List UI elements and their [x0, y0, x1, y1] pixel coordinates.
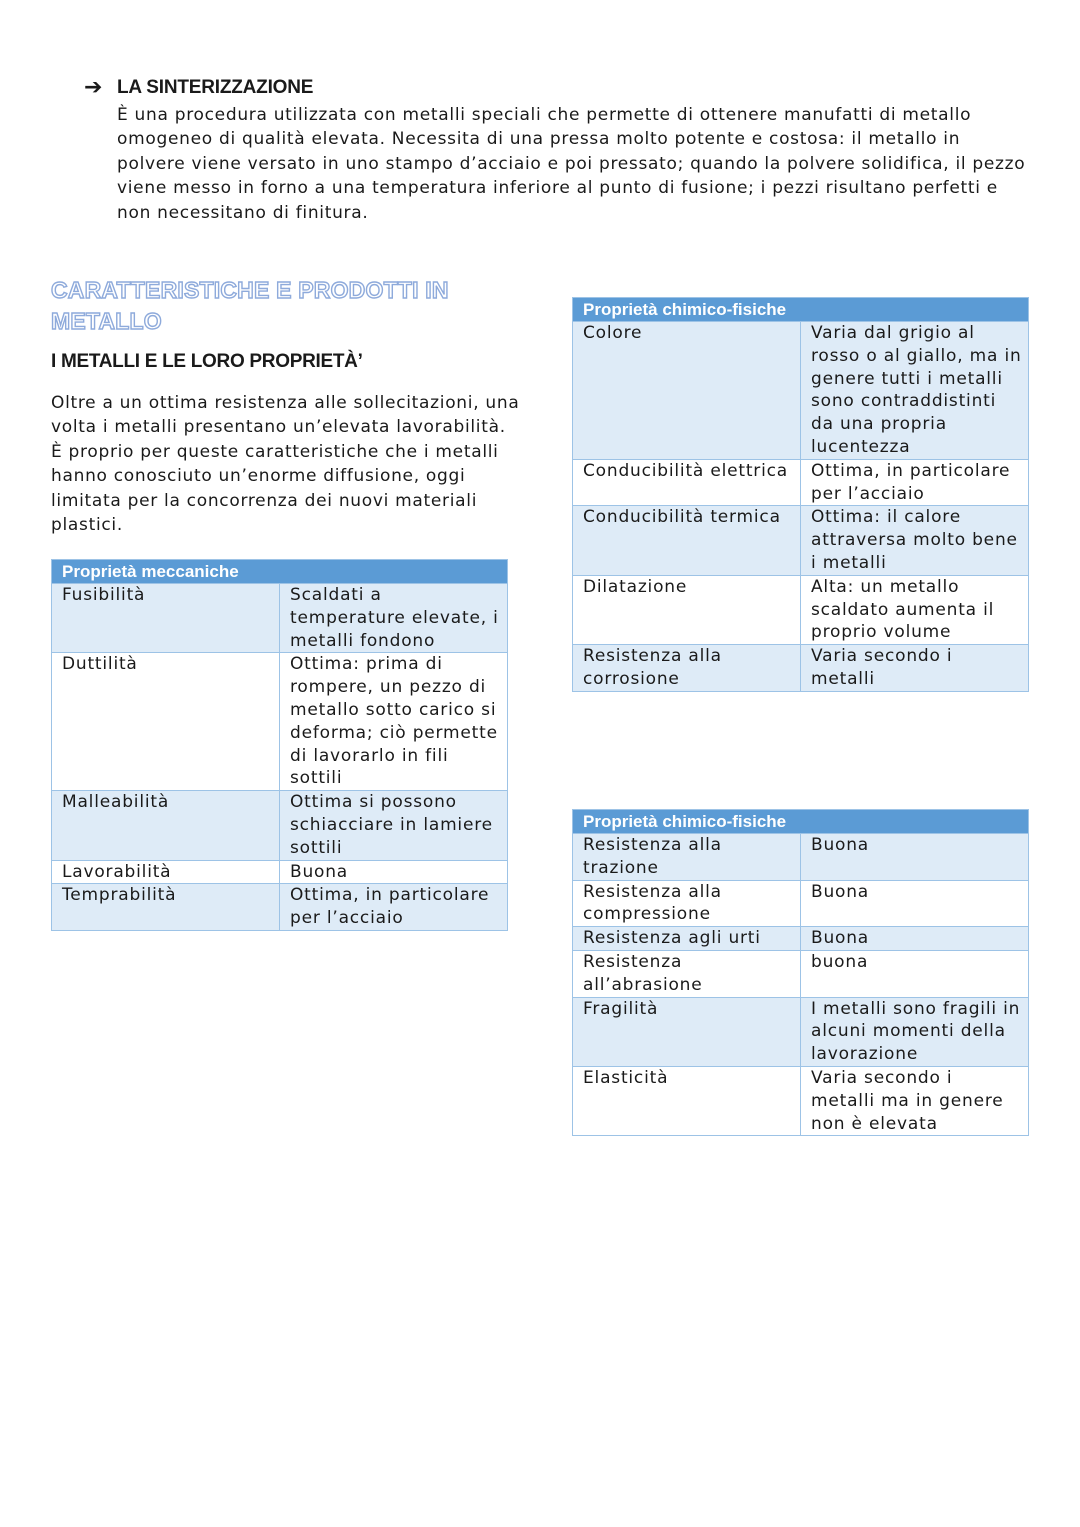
value-cell: Buona — [280, 860, 508, 884]
arrow-icon: ➔ — [84, 75, 103, 100]
table-header: Proprietà chimico-fisiche — [573, 298, 1029, 322]
value-cell: Scaldati a temperature elevate, i metalli fondono — [280, 584, 508, 653]
chemical-properties-table-1 — [572, 297, 1029, 692]
property-cell: Malleabilità — [52, 791, 280, 860]
table-row — [52, 791, 508, 860]
table-header: Proprietà meccaniche — [52, 560, 508, 584]
value-cell: Ottima: prima di rompere, un pezzo di metallo sotto carico si deforma; ciò permette di lavorarlo in fili sottili — [280, 653, 508, 791]
value-cell: Alta: un metallo scaldato aumenta il proprio volume — [801, 575, 1029, 644]
table-row — [573, 950, 1029, 997]
property-cell: Duttilità — [52, 653, 280, 791]
table-row — [573, 927, 1029, 951]
table-row — [573, 880, 1029, 927]
value-cell: Ottima, in particolare per l’acciaio — [280, 884, 508, 931]
value-cell: Buona — [801, 834, 1029, 881]
property-cell: Resistenza alla corrosione — [573, 645, 801, 692]
table-row — [52, 584, 508, 653]
value-cell: Varia dal grigio al rosso o al giallo, ma in genere tutti i metalli sono contraddistinti da una propria lucentezza — [801, 322, 1029, 460]
table-row — [573, 506, 1029, 575]
property-cell: Resistenza all’abrasione — [573, 950, 801, 997]
property-cell: Conducibilità elettrica — [573, 459, 801, 506]
value-cell: Buona — [801, 927, 1029, 951]
table-row — [52, 884, 508, 931]
table-row — [573, 645, 1029, 692]
sinterizzazione-paragraph: È una procedura utilizzata con metalli speciali che permette di ottenere manufatti di metallo omogeneo di qualità elevata. Necessita di una pressa molto potente e costosa: il metallo in polvere viene versato in uno stampo d’acciaio e poi pressato; quando la polvere solidifica, il pezzo viene messo in forno a una temperatura inferiore al punto di fusione; i pezzi risultano perfetti e non necessitano di finitura. — [117, 105, 1026, 223]
property-cell: Elasticità — [573, 1066, 801, 1135]
property-cell: Colore — [573, 322, 801, 460]
property-cell: Resistenza agli urti — [573, 927, 801, 951]
property-cell: Temprabilità — [52, 884, 280, 931]
table-header: Proprietà chimico-fisiche — [573, 810, 1029, 834]
table-row — [573, 834, 1029, 881]
property-cell: Lavorabilità — [52, 860, 280, 884]
sub-heading: I METALLI E LE LORO PROPRIETÀ’ — [51, 351, 363, 372]
value-cell: Ottima si possono schiacciare in lamiere sottili — [280, 791, 508, 860]
property-cell: Dilatazione — [573, 575, 801, 644]
mechanical-properties-table — [51, 559, 508, 931]
table-row — [573, 322, 1029, 460]
property-cell: Resistenza alla compressione — [573, 880, 801, 927]
table-row — [573, 997, 1029, 1066]
property-cell: Fusibilità — [52, 584, 280, 653]
table-row — [573, 575, 1029, 644]
value-cell: I metalli sono fragili in alcuni momenti della lavorazione — [801, 997, 1029, 1066]
table-row — [573, 1066, 1029, 1135]
sinterizzazione-title: LA SINTERIZZAZIONE — [117, 77, 314, 98]
value-cell: Varia secondo i metalli — [801, 645, 1029, 692]
value-cell: buona — [801, 950, 1029, 997]
table-row — [52, 860, 508, 884]
property-cell: Resistenza alla trazione — [573, 834, 801, 881]
table-row — [52, 653, 508, 791]
value-cell: Ottima, in particolare per l’acciaio — [801, 459, 1029, 506]
property-cell: Fragilità — [573, 997, 801, 1066]
value-cell: Buona — [801, 880, 1029, 927]
section-heading: CARATTERISTICHE E PRODOTTI IN METALLO — [51, 277, 449, 334]
table-row — [573, 459, 1029, 506]
value-cell: Varia secondo i metalli ma in genere non è elevata — [801, 1066, 1029, 1135]
value-cell: Ottima: il calore attraversa molto bene i metalli — [801, 506, 1029, 575]
property-cell: Conducibilità termica — [573, 506, 801, 575]
intro-paragraph: Oltre a un ottima resistenza alle sollecitazioni, una volta i metalli presentano un’elevata lavorabilità. È proprio per queste caratteristiche che i metalli hanno conosciuto un’enorme diffusione, oggi limitata per la concorrenza dei nuovi materiali plastici. — [51, 393, 520, 536]
chemical-properties-table-2 — [572, 809, 1029, 1136]
